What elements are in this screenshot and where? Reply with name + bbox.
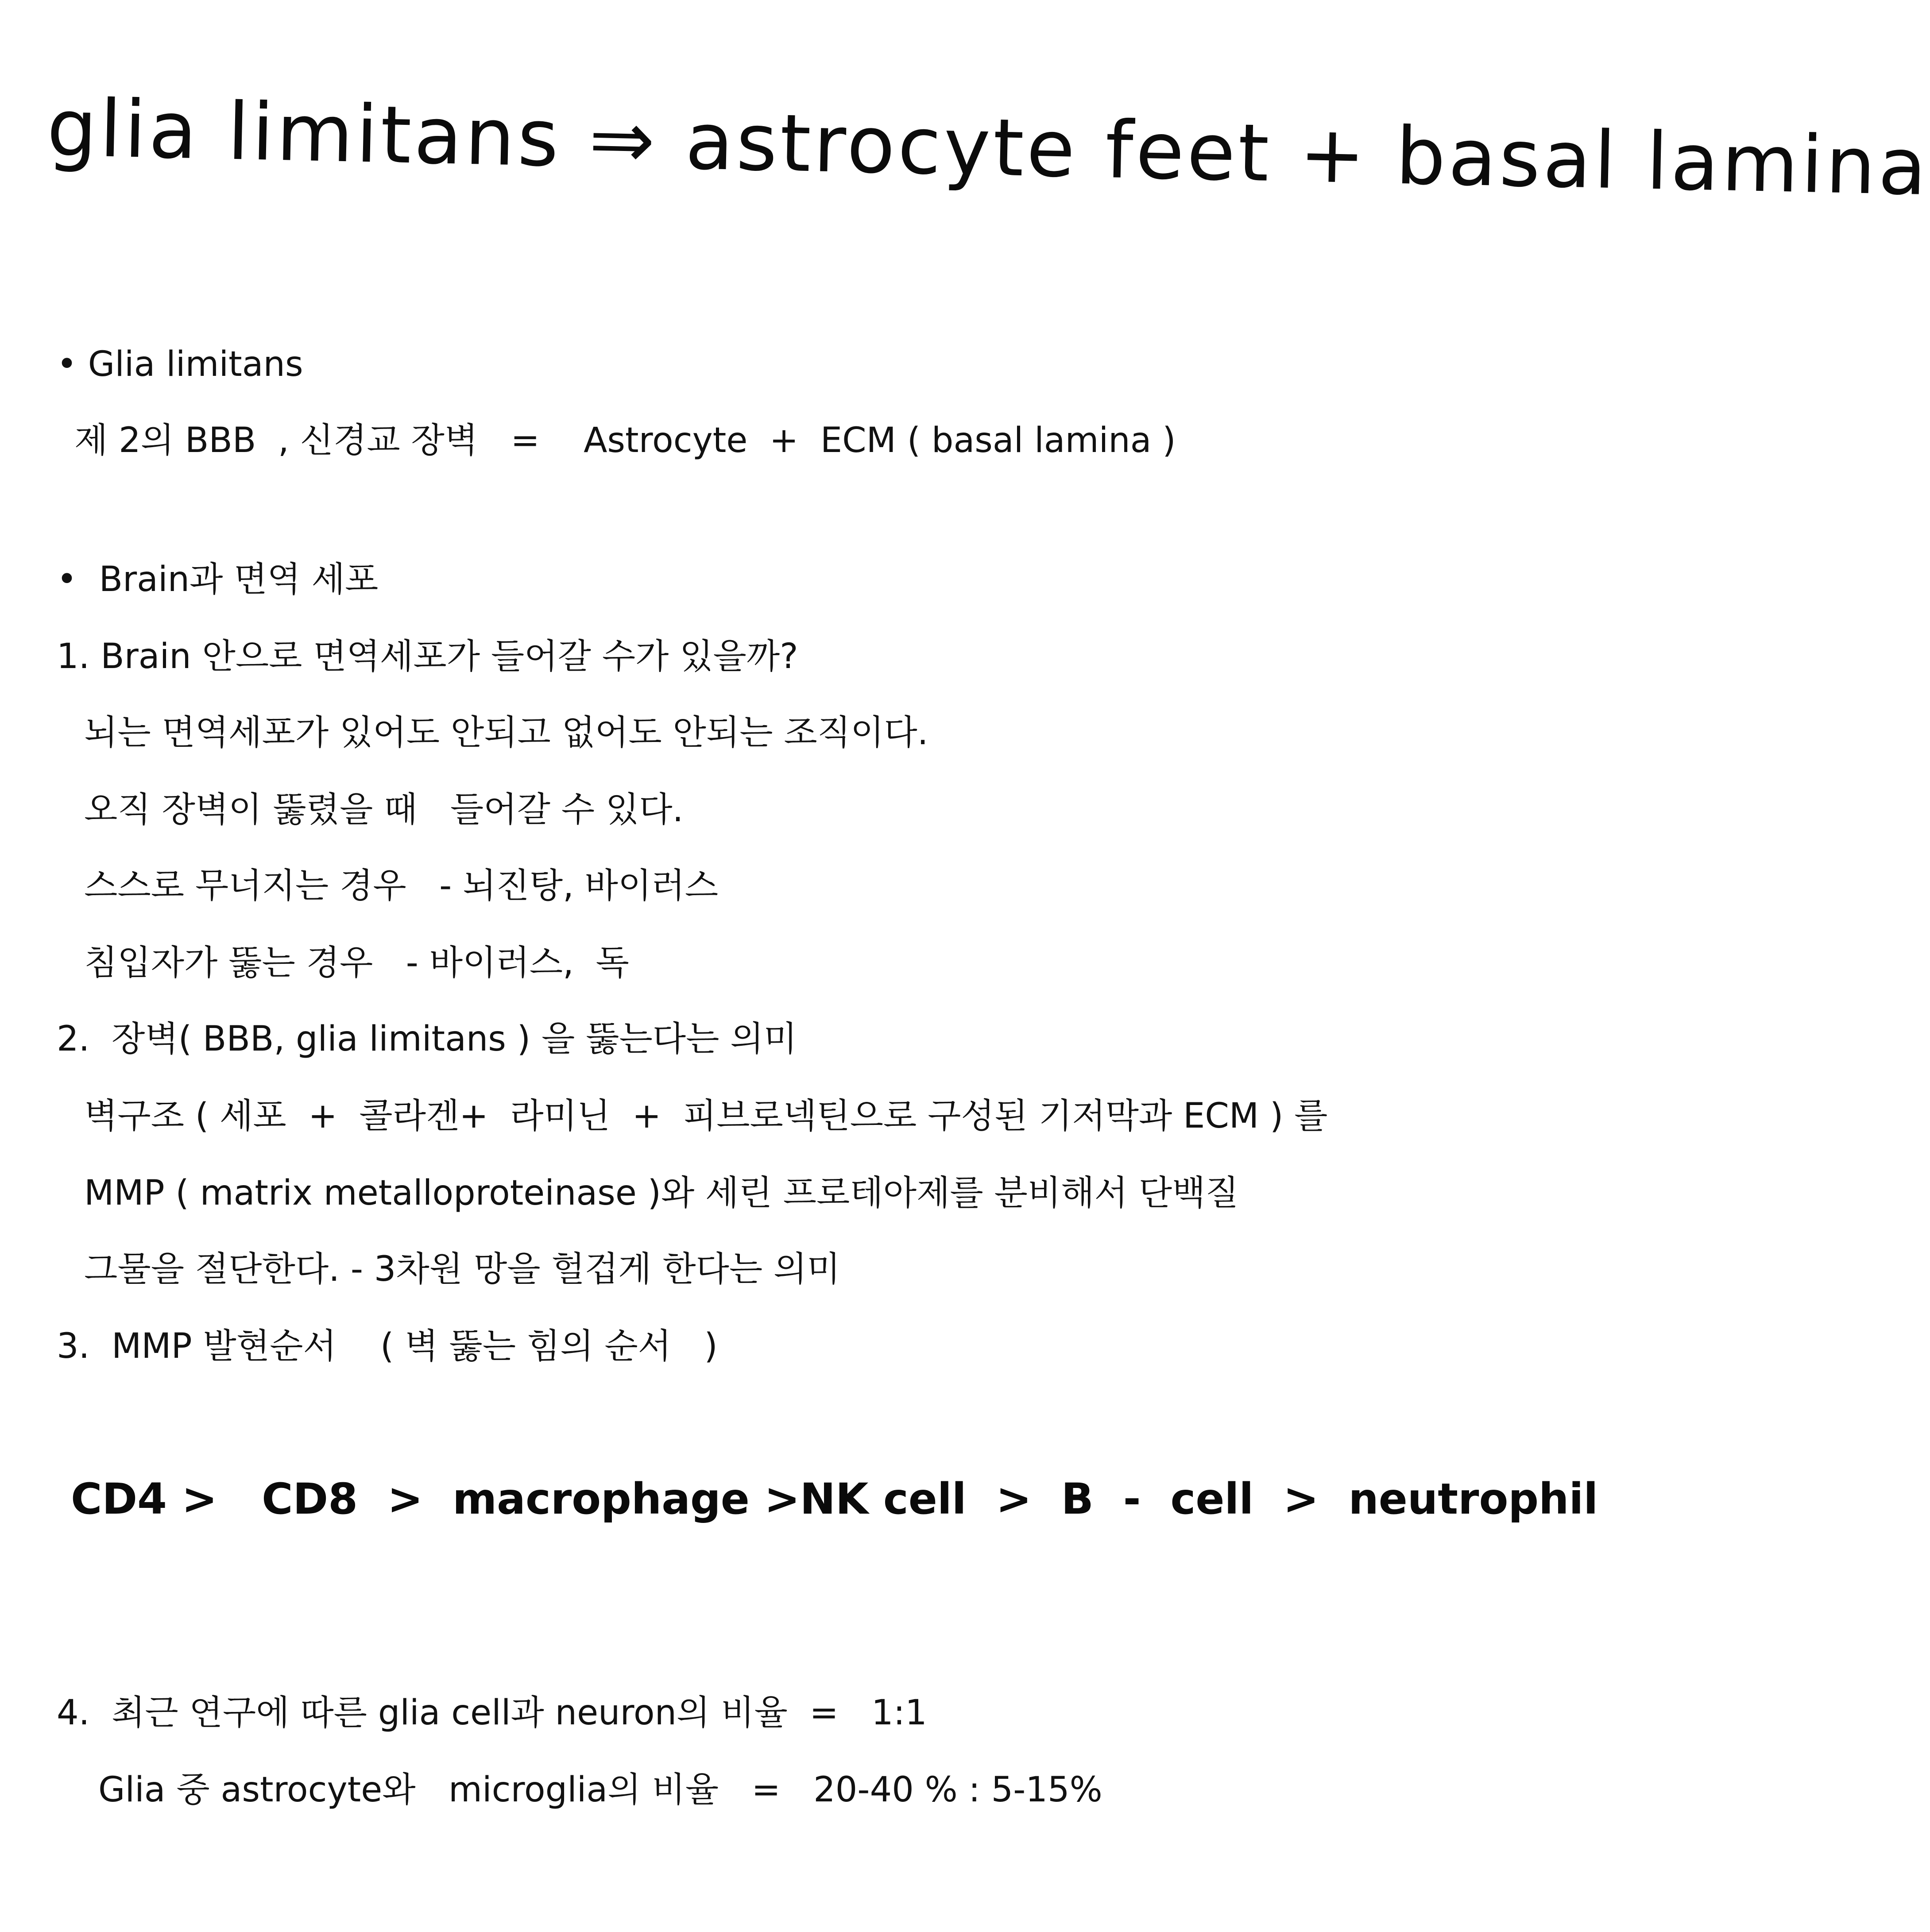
item-2-line-1: 벽구조 ( 세포 + 콜라겐+ 라미닌 + 피브로넥틴으로 구성된 기저막과 ECM ) 를: [84, 1096, 1328, 1136]
item-1-question: 1. Brain 안으로 면역세포가 들어갈 수가 있을까?: [57, 637, 798, 676]
item-2-heading: 2. 장벽( BBB, glia limitans ) 을 뚫는다는 의미: [57, 1019, 797, 1059]
item-4-heading: 4. 최근 연구에 따른 glia cell과 neuron의 비율 = 1:1: [57, 1693, 927, 1733]
item-1-line-1: 뇌는 면역세포가 있어도 안되고 없어도 안되는 조직이다.: [84, 713, 928, 753]
glia-limitans-definition: 제 2의 BBB , 신경교 장벽 = Astrocyte + ECM ( basal lamina ): [74, 421, 1176, 460]
mmp-expression-order: CD4 > CD8 > macrophage >NK cell > B - cell > neutrophil: [71, 1474, 1598, 1524]
bullet-glia-limitans: • Glia limitans: [57, 344, 303, 384]
bullet-brain-immune-cells: • Brain과 면역 세포: [57, 560, 379, 599]
item-2-line-2: MMP ( matrix metalloproteinase )와 세린 프로테아제를 분비해서 단백질: [84, 1173, 1239, 1213]
item-1-line-3: 스스로 무너지는 경우 - 뇌진탕, 바이러스: [84, 866, 719, 906]
item-4-line-1: Glia 중 astrocyte와 microglia의 비율 = 20-40 % : 5-15%: [98, 1770, 1102, 1810]
handwritten-heading: glia limitans ⇒ astrocyte feet + basal lamina: [46, 82, 1930, 213]
item-3-heading: 3. MMP 발현순서 ( 벽 뚫는 힘의 순서 ): [57, 1326, 718, 1366]
item-2-line-3: 그물을 절단한다. - 3차원 망을 헐겁게 한다는 의미: [84, 1249, 840, 1289]
item-1-line-2: 오직 장벽이 뚫렸을 때 들어갈 수 있다.: [84, 790, 684, 830]
item-1-line-4: 침입자가 뚫는 경우 - 바이러스, 독: [84, 943, 629, 983]
